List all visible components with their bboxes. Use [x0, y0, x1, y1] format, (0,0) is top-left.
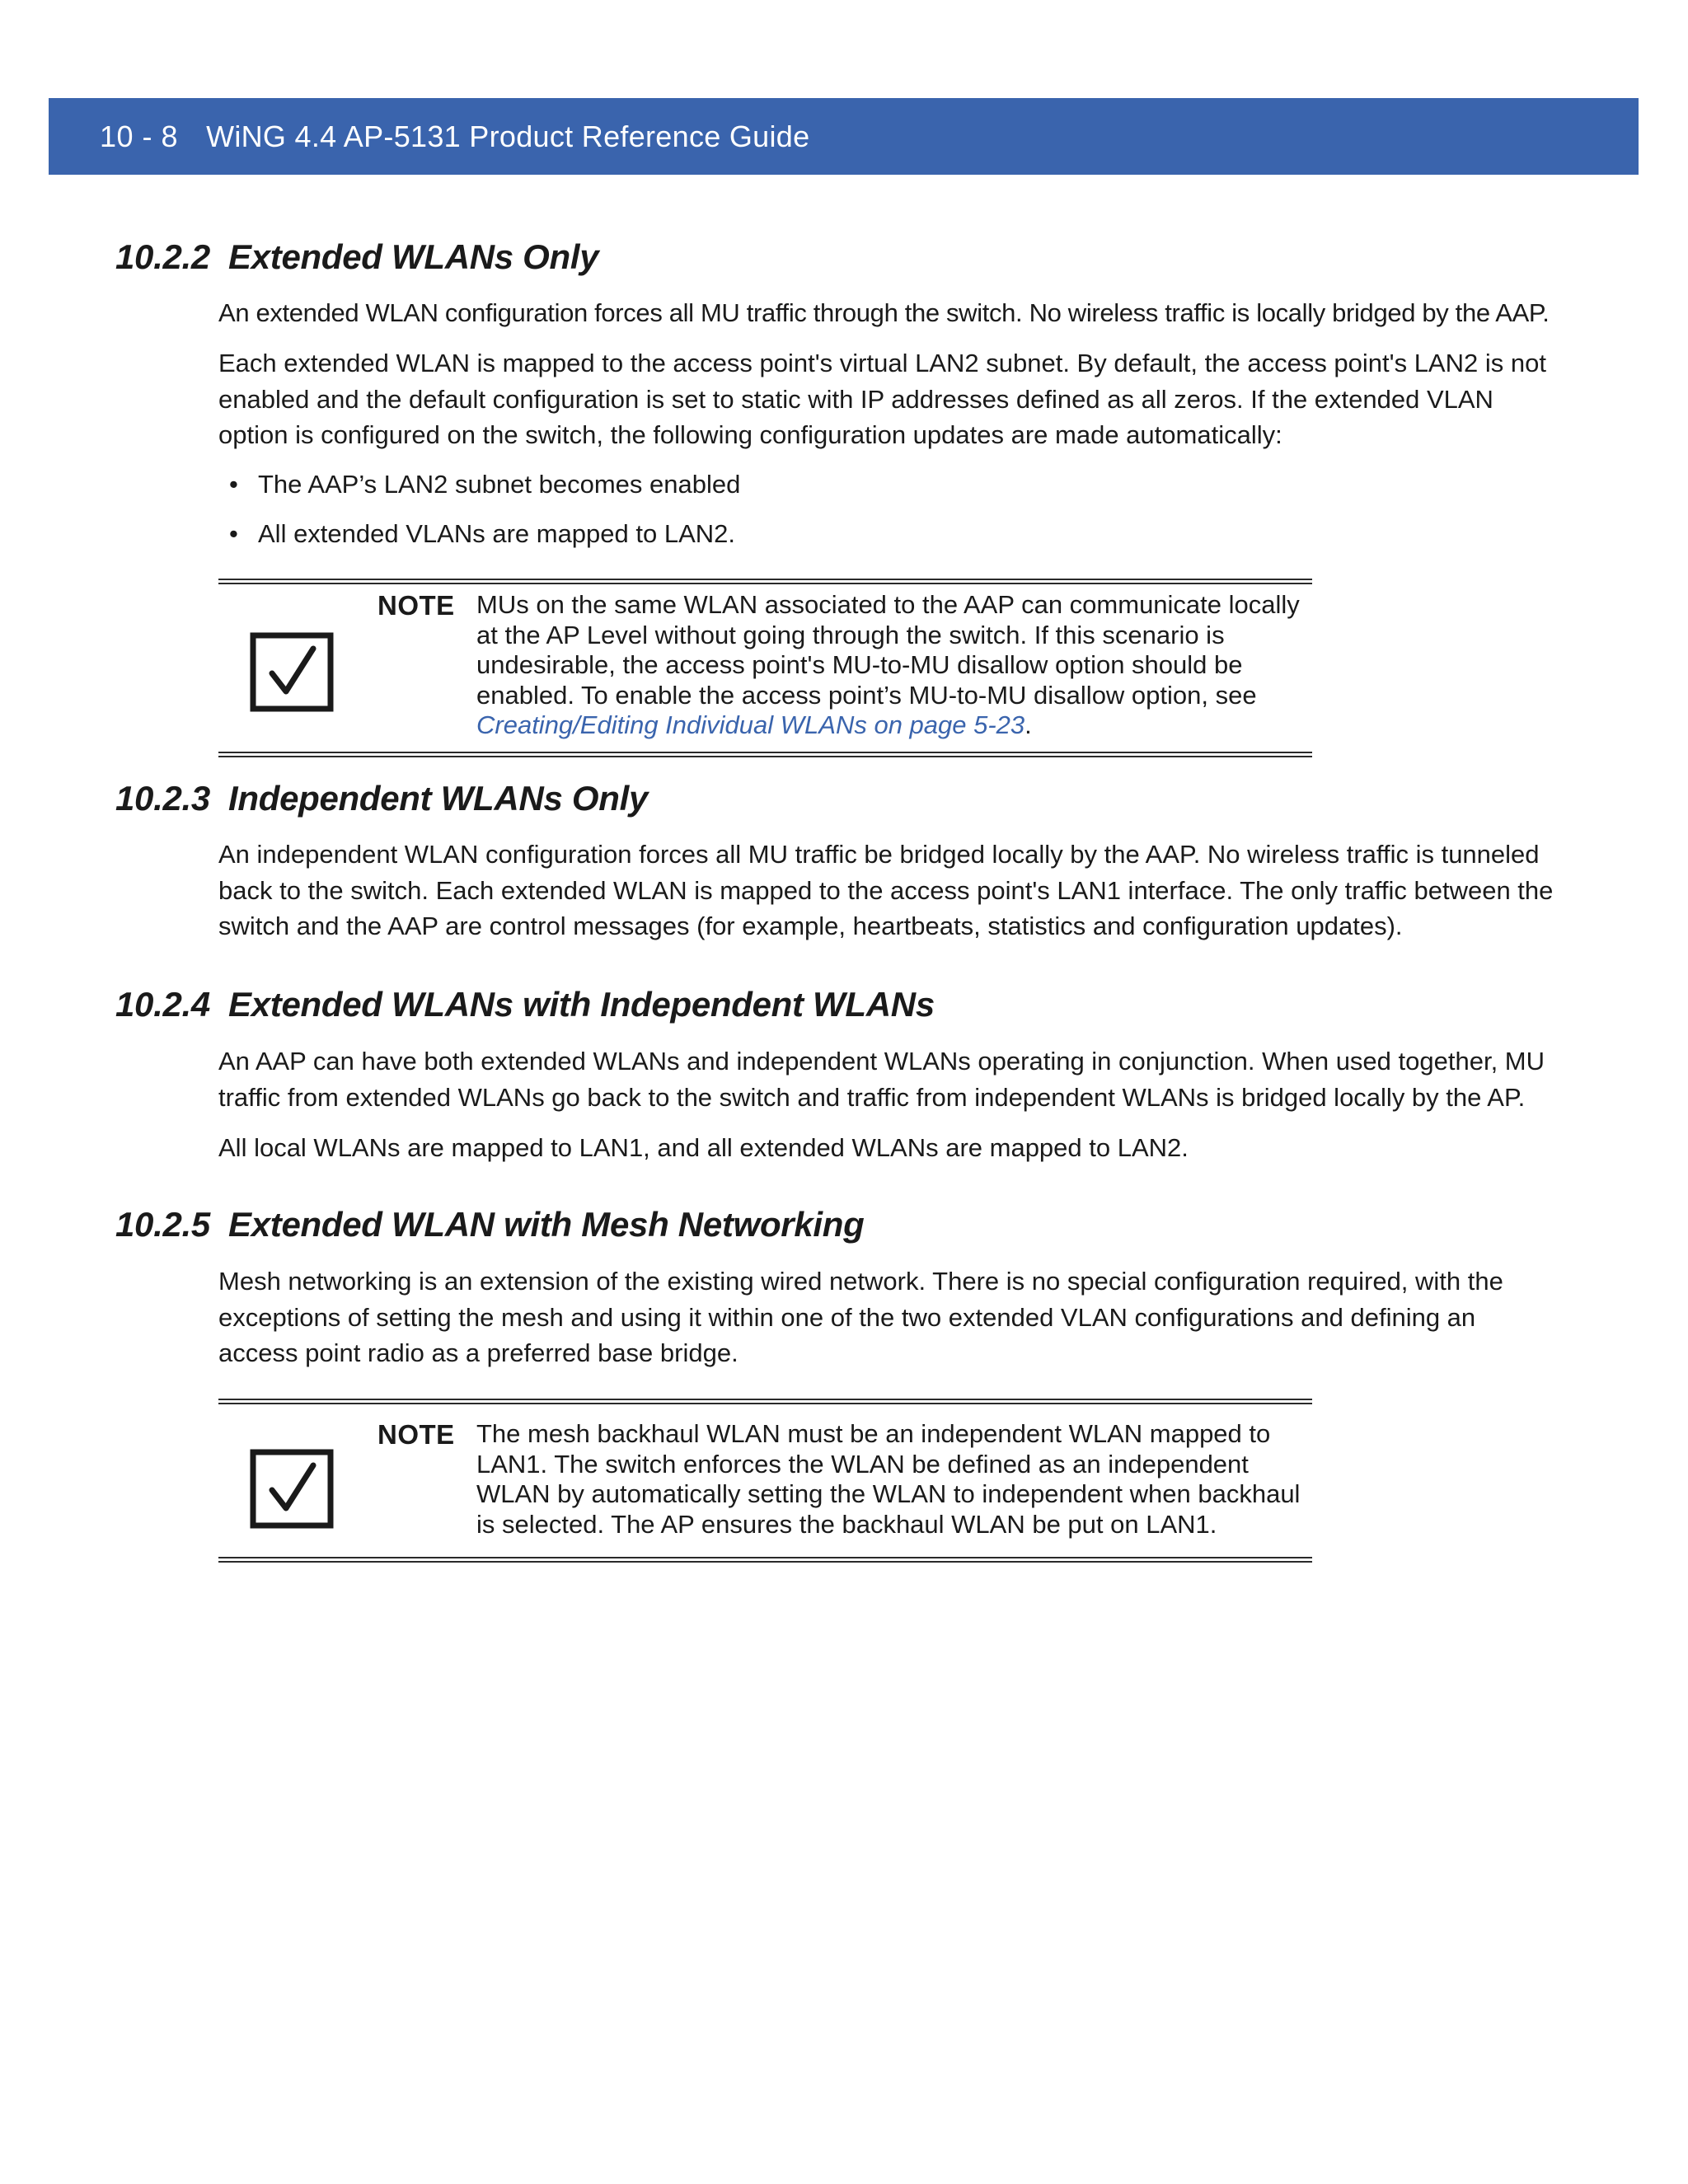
section-title: Independent WLANs Only [227, 779, 649, 818]
note-top-rule [218, 579, 1312, 584]
section-title: Extended WLAN with Mesh Networking [227, 1205, 865, 1244]
section-number: 10.2.4 [115, 985, 210, 1024]
paragraph: Mesh networking is an extension of the existing wired network. There is no special configuration required, with the exceptions of setting the mesh and using it within one of the two extended VLAN configurations and defining an access point radio as a preferred base bridge. [218, 1267, 1503, 1367]
section-number: 10.2.5 [115, 1205, 210, 1244]
note-body: MUs on the same WLAN associated to the AAP can communicate locally at the AP Level without going through the switch. If this scenario is undesirable, the access point's MU-to-MU disallow option should be enabled. To enable the access point’s MU-to-MU disallow option, see [476, 590, 1300, 710]
list-item [229, 516, 735, 552]
list-item [229, 466, 740, 503]
page-number: 10 - 8 [100, 119, 179, 153]
bullet-icon: • [229, 519, 238, 548]
note-top-rule [218, 1399, 1312, 1404]
cross-reference-link[interactable]: Creating/Editing Individual WLANs on page 5-23 [476, 710, 1025, 739]
section-number: 10.2.3 [115, 779, 210, 818]
paragraph: An AAP can have both extended WLANs and independent WLANs operating in conjunction. When used together, MU traffic from extended WLANs go back to the switch and traffic from independent WLANs is bridged locally by the AP. [218, 1047, 1545, 1112]
note-text [476, 590, 1309, 741]
note-label: NOTE [377, 590, 455, 621]
note-bottom-rule [218, 1557, 1312, 1563]
section-heading-10-2-4 [115, 985, 935, 1024]
guide-title: WiNG 4.4 AP-5131 Product Reference Guide [206, 119, 810, 153]
section-heading-10-2-3 [115, 779, 648, 818]
note-label: NOTE [377, 1419, 455, 1450]
section-heading-10-2-5 [115, 1205, 864, 1244]
section-number: 10.2.2 [115, 237, 210, 276]
paragraph: All local WLANs are mapped to LAN1, and all extended WLANs are mapped to LAN2. [218, 1133, 1189, 1162]
note-punctuation: . [1025, 710, 1032, 739]
section-title: Extended WLANs with Independent WLANs [227, 985, 935, 1024]
checkbox-checked-icon [250, 1449, 334, 1529]
page-header [49, 98, 1639, 175]
paragraph: An independent WLAN configuration forces all MU traffic be bridged locally by the AAP. No wireless traffic is tunneled back to the switch. Each extended WLAN is mapped to the access point's LAN1 interface. The only traffic between the switch and the AAP are control messages (for example, heartbeats, statistics and configuration updates). [218, 840, 1554, 940]
list-item-text: The AAP’s LAN2 subnet becomes enabled [258, 470, 741, 499]
note-text: The mesh backhaul WLAN must be an independent WLAN mapped to LAN1. The switch enforces the WLAN be defined as an independent WLAN by automatically setting the WLAN to independent when backhaul is selected. The AP ensures the backhaul WLAN be put on LAN1. [476, 1419, 1301, 1539]
section-title: Extended WLANs Only [227, 237, 599, 276]
paragraph: Each extended WLAN is mapped to the access point's virtual LAN2 subnet. By default, the access point's LAN2 is not enabled and the default configuration is set to static with IP addresses defined as all zeros. If the extended VLAN option is configured on the switch, the following configuration updates are made automatically: [218, 349, 1546, 449]
bullet-icon: • [229, 470, 238, 499]
checkbox-checked-icon [250, 632, 334, 712]
note-bottom-rule [218, 752, 1312, 757]
section-heading-10-2-2 [115, 237, 598, 277]
list-item-text: All extended VLANs are mapped to LAN2. [258, 519, 736, 548]
paragraph: An extended WLAN configuration forces all MU traffic through the switch. No wireless traffic is locally bridged by the AAP. [218, 298, 1550, 327]
